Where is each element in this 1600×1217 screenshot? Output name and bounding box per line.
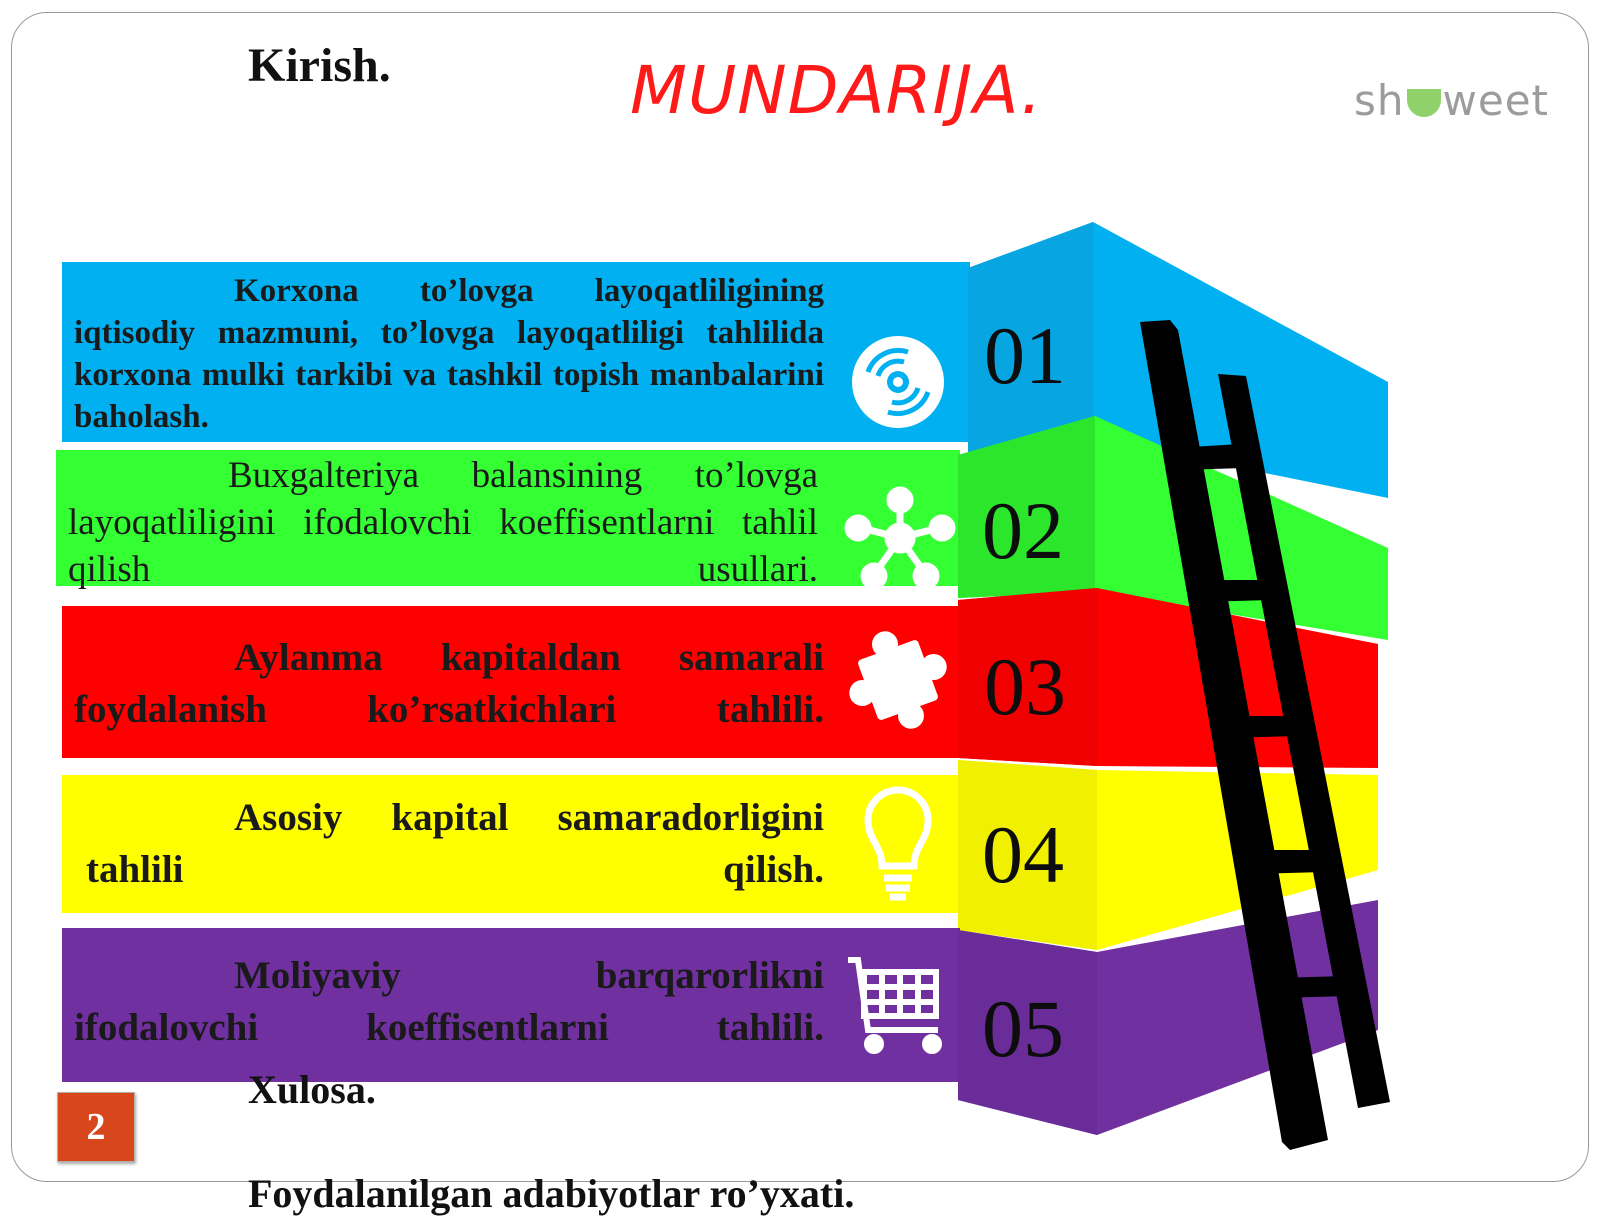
step-number-05: 05	[982, 983, 1064, 1074]
content-item-01: Korxona to’lovga layoqatliligining iqtisodiy mazmuni, to’lovga layoqatliligi tahlilida korxona mulki tarkibi va tashkil topish manbalarini baholash.	[74, 273, 824, 435]
content-item-04: Asosiy kapital samaradorligini tahlili qilish.	[86, 796, 824, 891]
references-heading: Foydalanilgan adabiyotlar ro’yxati.	[248, 1171, 855, 1216]
content-item-03: Aylanma kapitaldan samarali foydalanish ko’rsatkichlari tahlili.	[74, 636, 824, 731]
content-item-05: Moliyaviy barqarorlikni ifodalovchi koeffisentlarni tahlili.	[74, 954, 824, 1049]
page-number-badge: 2	[57, 1092, 135, 1162]
disc-icon	[852, 336, 944, 428]
step-number-01: 01	[984, 310, 1066, 401]
step-number-03: 03	[984, 641, 1066, 732]
intro-heading: Kirish.	[248, 39, 391, 92]
slide-title: MUNDARIJA.	[630, 52, 1043, 129]
content-item-02: Buxgalteriya balansining to’lovga layoqatliligini ifodalovchi koeffisentlarni tahlil qilish usullari.	[68, 455, 818, 590]
brand-logo: sh weet	[1354, 76, 1550, 125]
step-number-04: 04	[982, 809, 1064, 900]
step-number-02: 02	[982, 485, 1064, 576]
conclusion-heading: Xulosa.	[248, 1067, 376, 1112]
